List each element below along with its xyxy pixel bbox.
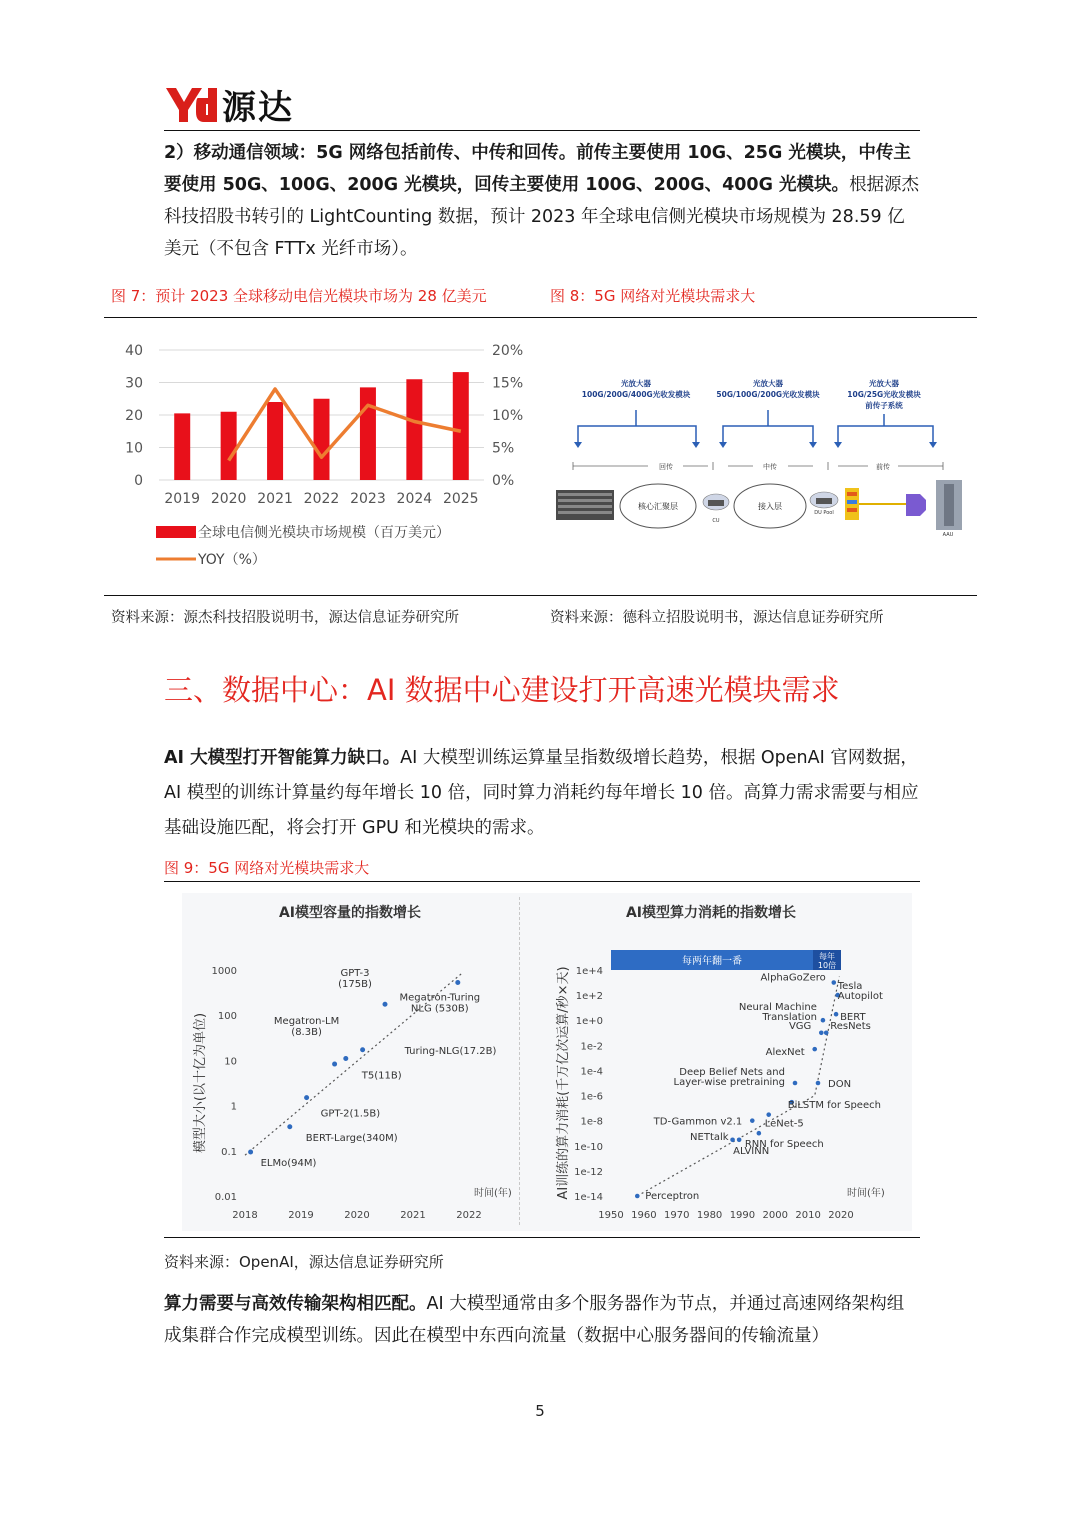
y-tick: 1 bbox=[230, 1101, 237, 1113]
cu-label: CU bbox=[712, 518, 720, 524]
fig9-divider bbox=[519, 897, 520, 1225]
point-label: Megatron-Turing NLG (530B) bbox=[399, 992, 481, 1015]
capacity-chart-title: AI模型容量的指数增长 bbox=[278, 905, 422, 921]
bar bbox=[453, 372, 469, 480]
point-label: Perceptron bbox=[645, 1191, 700, 1202]
y-tick: 1e-2 bbox=[580, 1041, 603, 1053]
data-point bbox=[834, 1012, 839, 1017]
du-pool-cloud-icon bbox=[810, 492, 838, 508]
legend-line-label: YOY（%） bbox=[198, 552, 266, 568]
y-right-tick: 15% bbox=[492, 375, 524, 392]
midhaul-bracket bbox=[723, 426, 813, 444]
ydsource-logo-icon bbox=[164, 84, 220, 124]
data-point bbox=[730, 1137, 735, 1142]
data-point bbox=[304, 1095, 309, 1100]
y-right-tick: 10% bbox=[492, 408, 524, 424]
du-pool-label: DU Pool bbox=[814, 510, 834, 516]
data-point bbox=[793, 1081, 798, 1086]
aau-label: AAU bbox=[942, 532, 954, 538]
x-tick: 2024 bbox=[396, 491, 433, 507]
x-tick: 2020 bbox=[344, 1210, 370, 1221]
data-point bbox=[750, 1118, 755, 1123]
fig8-diagram bbox=[548, 370, 968, 540]
point-label: ALVINN bbox=[733, 1145, 770, 1157]
data-point bbox=[455, 980, 460, 985]
x-axis-label: 时间(年) bbox=[474, 1188, 512, 1199]
fig-top-rule bbox=[104, 317, 977, 318]
x-axis-label: 时间(年) bbox=[847, 1188, 885, 1199]
point-label: BiLSTM for Speech bbox=[787, 1100, 881, 1112]
y-tick: 1e+2 bbox=[575, 991, 603, 1003]
point-label: Turing-NLG(17.2B) bbox=[404, 1045, 497, 1057]
bar bbox=[174, 413, 190, 480]
bar bbox=[267, 402, 283, 480]
y-left-tick: 10 bbox=[125, 440, 143, 457]
fronthaul-bracket bbox=[838, 426, 933, 444]
y-left-tick: 20 bbox=[125, 408, 143, 424]
x-tick: 2000 bbox=[762, 1210, 789, 1221]
core-label: 核心汇聚层 bbox=[638, 502, 678, 511]
amp3-label: 光放大器 bbox=[869, 379, 899, 388]
para1-text: 根据源杰科技招股书转引的 LightCounting 数据，预计 2023 年全球电信侧光模块市场规模为 28.59 亿美元（不包含 FTTx 光纤市场）。 bbox=[164, 175, 920, 259]
data-point bbox=[343, 1056, 348, 1061]
data-point bbox=[635, 1194, 640, 1199]
fig9-bottom-rule bbox=[164, 1237, 920, 1238]
doubling-banner-label: 每两年翻一番 bbox=[682, 956, 742, 967]
point-label: DON bbox=[828, 1079, 852, 1090]
backhaul-label: 回传 bbox=[659, 463, 673, 471]
point-label: Tesla Autopilot bbox=[837, 981, 883, 1003]
fig7-source: 资料来源：源杰科技招股说明书，源达信息证券研究所 bbox=[111, 610, 459, 626]
data-point bbox=[757, 1131, 762, 1136]
fronthaul-label: 前传 bbox=[876, 463, 890, 471]
access-label: 接入层 bbox=[758, 502, 782, 511]
midhaul-label: 中传 bbox=[763, 463, 777, 471]
x-tick: 2018 bbox=[232, 1210, 258, 1221]
x-tick: 2021 bbox=[257, 491, 293, 507]
point-label: LeNet-5 bbox=[764, 1118, 804, 1130]
x-tick: 2010 bbox=[795, 1210, 821, 1221]
y-tick: 1e-8 bbox=[580, 1116, 603, 1128]
point-label: Neural Machine Translation bbox=[738, 1002, 817, 1024]
compute-chart-title: AI模型算力消耗的指数增长 bbox=[625, 905, 797, 921]
y-tick: 1e-4 bbox=[580, 1066, 603, 1078]
point-label: AlphaGoZero bbox=[760, 972, 826, 984]
data-point bbox=[816, 1081, 821, 1086]
y-axis-label: 模型大小(以十亿为单位) bbox=[193, 1012, 208, 1154]
x-tick: 2020 bbox=[210, 491, 247, 507]
paragraph-ai-compute bbox=[164, 741, 920, 846]
x-tick: 1970 bbox=[663, 1210, 690, 1221]
y-tick: 0.1 bbox=[221, 1146, 237, 1158]
server-rack-icon bbox=[556, 490, 614, 520]
y-left-tick: 30 bbox=[125, 375, 143, 392]
tenfold-banner-label: 每年 10倍 bbox=[817, 952, 837, 970]
y-right-tick: 5% bbox=[492, 440, 515, 457]
data-point bbox=[287, 1124, 292, 1129]
yoy-line bbox=[229, 389, 461, 461]
para2-text: AI 大模型训练运算量呈指数级增长趋势，根据 OpenAI 官网数据，AI 模型的训练计算量约每年增长 10 倍，同时算力消耗约每年增长 10 倍。高算力需求需要与相应基础设施匹配，将会打开 GPU 和光模块的需求。 bbox=[164, 748, 919, 838]
point-label: AlexNet bbox=[765, 1047, 805, 1059]
point-label: GPT-2(1.5B) bbox=[320, 1108, 381, 1120]
para3-text: AI 大模型通常由多个服务器作为节点，并通过高速网络架构组成集群合作完成模型训练。因此在模型中东西向流量（数据中心服务器间的传输流量） bbox=[164, 1294, 905, 1346]
point-label: BERT-Large(340M) bbox=[305, 1132, 398, 1144]
fig9-source: 资料来源：OpenAI，源达信息证券研究所 bbox=[164, 1253, 444, 1271]
sub3-label: 前传子系统 bbox=[865, 401, 903, 410]
cu-cloud-icon bbox=[703, 494, 729, 510]
point-label: Deep Belief Nets and Layer-wise pretraining bbox=[673, 1067, 785, 1088]
amp1-label: 光放大器 bbox=[621, 379, 651, 388]
point-label: Megatron-LM (8.3B) bbox=[273, 1016, 340, 1039]
x-tick: 2023 bbox=[350, 491, 386, 507]
data-point bbox=[766, 1112, 771, 1117]
point-label: BERT bbox=[840, 1012, 866, 1024]
point-label: RNN for Speech bbox=[744, 1139, 824, 1151]
fig9-capacity-chart bbox=[182, 893, 518, 1231]
backhaul-bracket bbox=[578, 426, 696, 444]
fig9-title: 图 9：5G 网络对光模块需求大 bbox=[164, 859, 370, 877]
fig7-title: 图 7：预计 2023 全球移动电信光模块市场为 28 亿美元 bbox=[111, 287, 487, 305]
point-label: ELMo(94M) bbox=[260, 1158, 317, 1170]
bar bbox=[221, 412, 237, 480]
legend-bar-label: 全球电信侧光模块市场规模（百万美元） bbox=[198, 525, 450, 541]
data-point bbox=[821, 1018, 826, 1023]
paragraph-mobile-comm bbox=[164, 137, 920, 265]
paragraph-transport bbox=[164, 1288, 920, 1352]
fig8-title: 图 8：5G 网络对光模块需求大 bbox=[550, 287, 756, 305]
para3-bold: 算力需要与高效传输架构相匹配。 bbox=[164, 1294, 427, 1314]
bar bbox=[360, 387, 376, 480]
point-label: GPT-3 (175B) bbox=[338, 968, 372, 991]
y-tick: 0.01 bbox=[214, 1192, 237, 1203]
y-left-tick: 40 bbox=[125, 343, 143, 359]
data-point bbox=[819, 1030, 824, 1035]
y-axis-label: AI训练的算力消耗(千万亿次运算/秒×天) bbox=[556, 966, 571, 1200]
data-point bbox=[737, 1137, 742, 1142]
para2-bold: AI 大模型打开智能算力缺口。 bbox=[164, 748, 401, 768]
header-rule bbox=[164, 130, 920, 131]
point-label: VGG bbox=[788, 1020, 812, 1032]
y-tick: 10 bbox=[224, 1056, 237, 1068]
data-point bbox=[383, 1002, 388, 1007]
bar bbox=[314, 399, 330, 480]
fronthaul-module-icon bbox=[845, 488, 926, 520]
data-point bbox=[824, 1030, 829, 1035]
y-tick: 1e-14 bbox=[574, 1192, 603, 1203]
bar bbox=[406, 379, 422, 480]
x-tick: 1950 bbox=[598, 1210, 624, 1221]
x-tick: 2020 bbox=[828, 1210, 854, 1221]
y-tick: 100 bbox=[217, 1011, 237, 1023]
section-title: 三、数据中心：AI 数据中心建设打开高速光模块需求 bbox=[164, 673, 840, 707]
fig9-top-rule bbox=[164, 881, 920, 882]
x-tick: 2019 bbox=[288, 1210, 314, 1221]
y-tick: 1000 bbox=[211, 966, 237, 977]
y-right-tick: 0% bbox=[492, 473, 515, 489]
x-tick: 1960 bbox=[631, 1210, 657, 1221]
aau-antenna-icon bbox=[936, 480, 962, 530]
y-tick: 1e+4 bbox=[575, 966, 603, 977]
y-tick: 1e-6 bbox=[580, 1091, 603, 1103]
mod1-label: 100G/200G/400G光收发模块 bbox=[581, 390, 691, 399]
data-point bbox=[360, 1047, 365, 1052]
point-label: TD-Gammon v2.1 bbox=[653, 1116, 743, 1128]
y-tick: 1e-12 bbox=[574, 1166, 603, 1178]
fig8-source: 资料来源：德科立招股说明书，源达信息证券研究所 bbox=[550, 610, 884, 626]
para1-bold: 2）移动通信领域：5G 网络包括前传、中传和回传。前传主要使用 10G、25G 光模块，中传主要使用 50G、100G、200G 光模块，回传主要使用 100G、200G、400G 光模块。 bbox=[164, 143, 911, 195]
fig-bottom-rule bbox=[104, 595, 977, 596]
x-tick: 1990 bbox=[729, 1210, 756, 1221]
x-tick: 2022 bbox=[456, 1210, 482, 1221]
point-label: T5(11B) bbox=[361, 1070, 402, 1082]
x-tick: 2025 bbox=[442, 491, 479, 507]
y-right-tick: 20% bbox=[492, 343, 524, 359]
y-tick: 1e+0 bbox=[575, 1016, 603, 1028]
data-point bbox=[831, 980, 836, 985]
x-tick: 2022 bbox=[303, 491, 340, 507]
mod2-label: 50G/100G/200G光收发模块 bbox=[716, 390, 820, 399]
point-label: NETtalk bbox=[690, 1131, 729, 1143]
logo-text: 源达 bbox=[222, 88, 294, 128]
data-point bbox=[332, 1062, 337, 1067]
page-number: 5 bbox=[535, 1402, 545, 1420]
y-left-tick: 0 bbox=[134, 473, 143, 489]
point-label: ResNets bbox=[830, 1020, 871, 1032]
x-tick: 1980 bbox=[696, 1210, 723, 1221]
data-point bbox=[812, 1047, 817, 1052]
x-tick: 2021 bbox=[400, 1210, 426, 1221]
legend-bar-swatch bbox=[156, 526, 196, 538]
amp2-label: 光放大器 bbox=[753, 379, 783, 388]
fig9-compute-chart bbox=[521, 893, 911, 1231]
x-tick: 2019 bbox=[164, 491, 201, 507]
y-tick: 1e-10 bbox=[574, 1141, 603, 1153]
data-point bbox=[248, 1150, 253, 1155]
fig7-chart bbox=[104, 330, 524, 580]
mod3-label: 10G/25G光收发模块 bbox=[847, 390, 921, 399]
